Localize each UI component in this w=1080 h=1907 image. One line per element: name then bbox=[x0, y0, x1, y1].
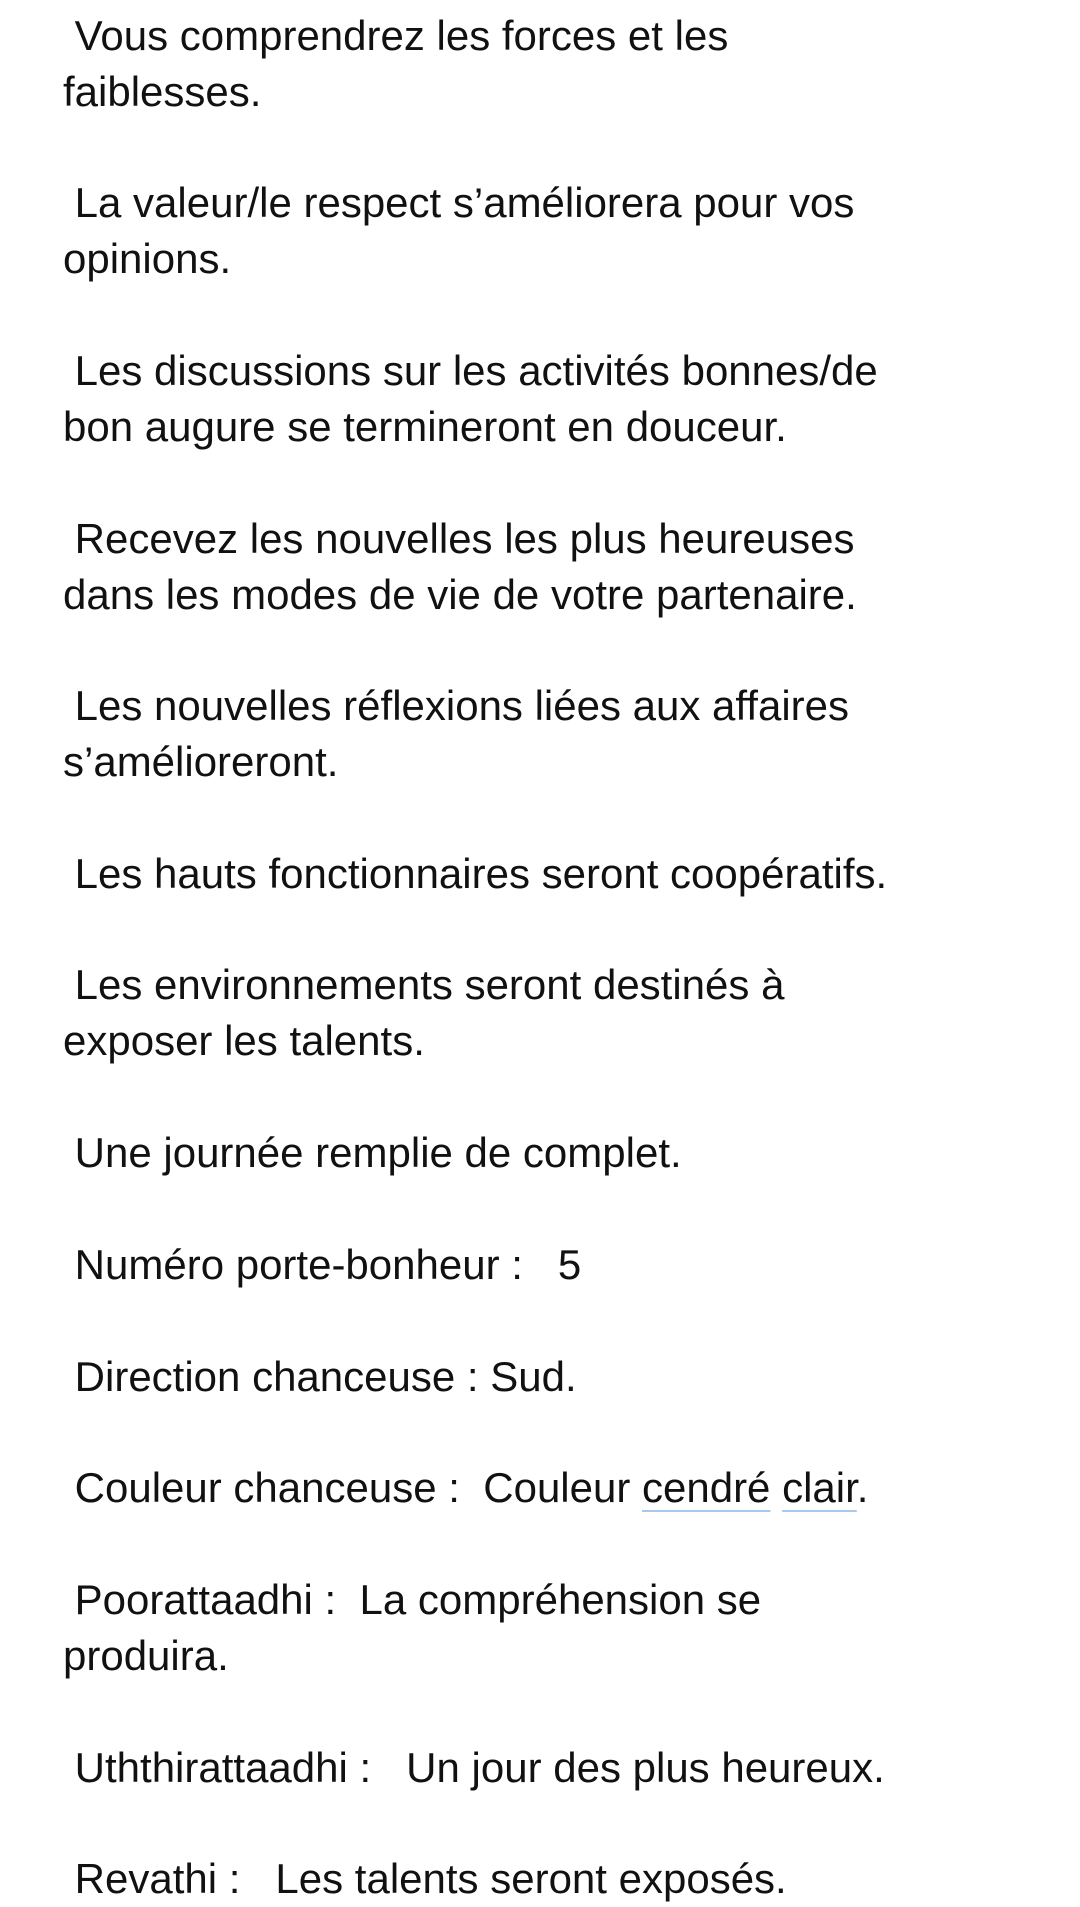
star-uththirattaadhi bbox=[63, 1740, 1043, 1796]
lucky-number bbox=[63, 1237, 1043, 1293]
paragraph-fonctionnaires bbox=[63, 846, 1043, 902]
lucky-color-word[interactable]: clair bbox=[782, 1464, 857, 1511]
paragraph-line: Les hauts fonctionnaires seront coopératifs. bbox=[63, 850, 888, 897]
paragraph-line: opinions. bbox=[63, 235, 232, 282]
paragraph-line: bon augure se termineront en douceur. bbox=[63, 403, 787, 450]
paragraph-line: faiblesses. bbox=[63, 68, 262, 115]
paragraph-line: produira. bbox=[63, 1632, 229, 1679]
paragraph-line: Direction chanceuse : Sud. bbox=[63, 1353, 577, 1400]
star-poorattaadhi bbox=[63, 1572, 1043, 1684]
paragraph-line: La valeur/le respect s’améliorera pour vos bbox=[63, 179, 855, 226]
paragraph-line: Uththirattaadhi : Un jour des plus heureux. bbox=[63, 1744, 885, 1791]
paragraph-nouvelles bbox=[63, 511, 1043, 623]
paragraph-line: Une journée remplie de complet. bbox=[63, 1129, 682, 1176]
paragraph-line: Revathi : Les talents seront exposés. bbox=[63, 1855, 787, 1902]
paragraph-reflexions bbox=[63, 678, 1043, 790]
paragraph-line: Les environnements seront destinés à bbox=[63, 961, 785, 1008]
paragraph-discussions bbox=[63, 343, 1043, 455]
paragraph-line: Numéro porte-bonheur : 5 bbox=[63, 1241, 582, 1288]
paragraph-line: exposer les talents. bbox=[63, 1017, 425, 1064]
lucky-color-word[interactable]: cendré bbox=[642, 1464, 771, 1511]
paragraph-environnements bbox=[63, 957, 1043, 1069]
paragraph-line: Les discussions sur les activités bonnes/de bbox=[63, 347, 878, 394]
lucky-color-prefix: Couleur chanceuse : Couleur bbox=[63, 1464, 642, 1511]
paragraph-journee bbox=[63, 1125, 1043, 1181]
lucky-color-suffix: . bbox=[856, 1464, 869, 1511]
lucky-color-sep bbox=[770, 1464, 782, 1511]
lucky-color bbox=[63, 1460, 1043, 1516]
paragraph-line: Les nouvelles réflexions liées aux affaires bbox=[63, 682, 850, 729]
paragraph-line: Poorattaadhi : La compréhension se bbox=[63, 1576, 762, 1623]
paragraph-line: dans les modes de vie de votre partenaire. bbox=[63, 571, 857, 618]
paragraph-line: Recevez les nouvelles les plus heureuses bbox=[63, 515, 855, 562]
paragraph-respect bbox=[63, 175, 1043, 287]
star-revathi bbox=[63, 1851, 1043, 1907]
paragraph-forces bbox=[63, 8, 1043, 120]
paragraph-line: s’amélioreront. bbox=[63, 738, 339, 785]
lucky-direction bbox=[63, 1349, 1043, 1405]
paragraph-line: Vous comprendrez les forces et les bbox=[63, 12, 729, 59]
